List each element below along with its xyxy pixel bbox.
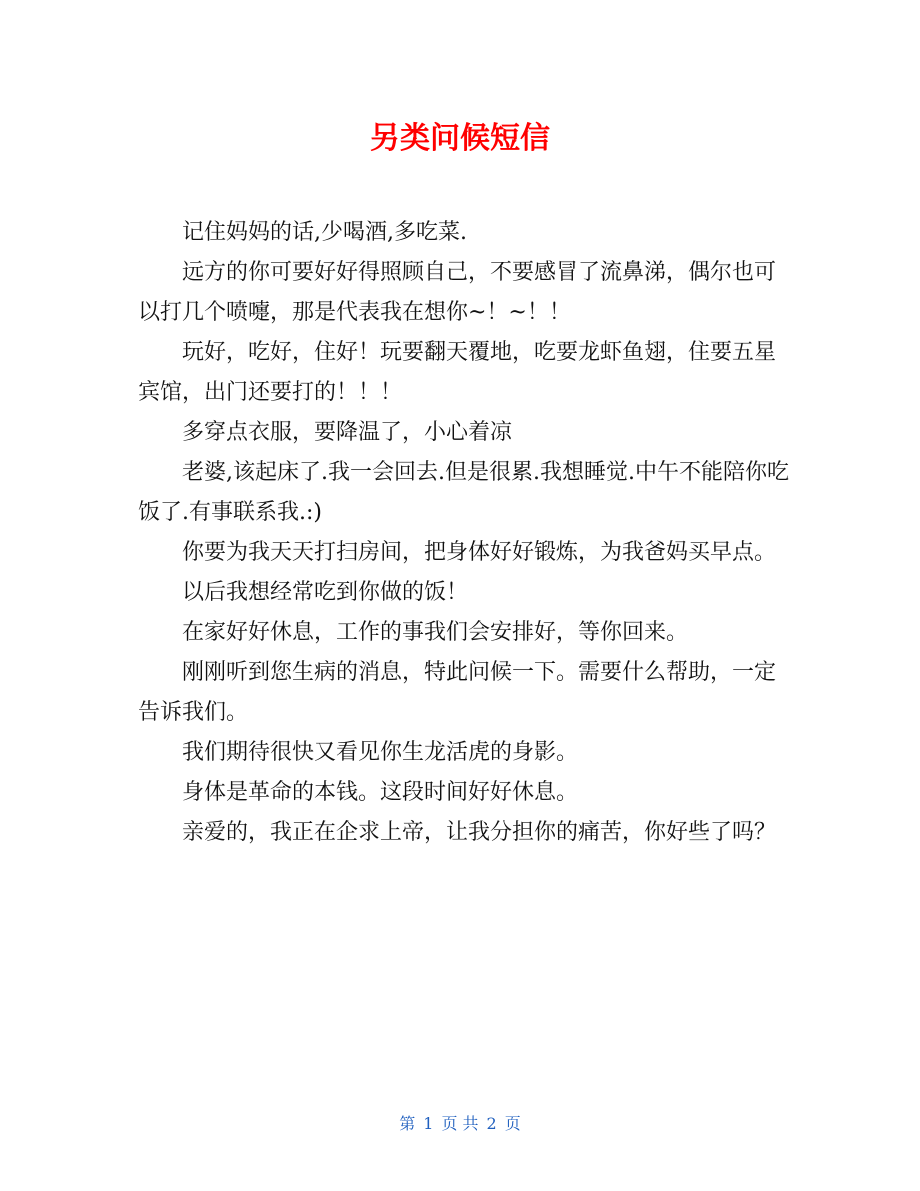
paragraph: 老婆,该起床了.我一会回去.但是很累.我想睡觉.中午不能陪你吃饭了.有事联系我.:)	[138, 460, 789, 525]
paragraph: 远方的你可要好好得照顾自己，不要感冒了流鼻涕，偶尔也可以打几个喷嚏，那是代表我在想你~！~！！	[138, 260, 777, 325]
paragraph: 在家好好休息，工作的事我们会安排好，等你回来。	[182, 620, 689, 645]
paragraph: 我们期待很快又看见你生龙活虎的身影。	[182, 740, 579, 765]
footer-page-suffix: 页	[504, 1114, 521, 1133]
paragraph: 刚刚听到您生病的消息，特此问候一下。需要什么帮助，一定告诉我们。	[138, 660, 777, 725]
footer-page-prefix: 第	[399, 1114, 416, 1133]
paragraph: 玩好，吃好，住好！玩要翻天覆地，吃要龙虾鱼翅，住要五星宾馆，出门还要打的！！！	[138, 340, 777, 405]
footer-total-pages: 2	[486, 1114, 497, 1133]
document-title: 另类问候短信	[370, 121, 550, 156]
page-footer	[0, 1112, 920, 1136]
paragraph: 多穿点衣服，要降温了，小心着凉	[182, 420, 513, 445]
paragraph: 你要为我天天打扫房间，把身体好好锻炼，为我爸妈买早点。	[182, 540, 777, 565]
footer-current-page: 1	[423, 1114, 434, 1133]
paragraph: 亲爱的，我正在企求上帝，让我分担你的痛苦，你好些了吗？	[182, 820, 777, 845]
document-body	[138, 213, 790, 853]
paragraph: 记住妈妈的话,少喝酒,多吃菜.	[182, 220, 467, 245]
paragraph: 以后我想经常吃到你做的饭！	[182, 580, 469, 605]
footer-page-mid: 页 共	[441, 1114, 479, 1133]
paragraph: 身体是革命的本钱。这段时间好好休息。	[182, 780, 579, 805]
